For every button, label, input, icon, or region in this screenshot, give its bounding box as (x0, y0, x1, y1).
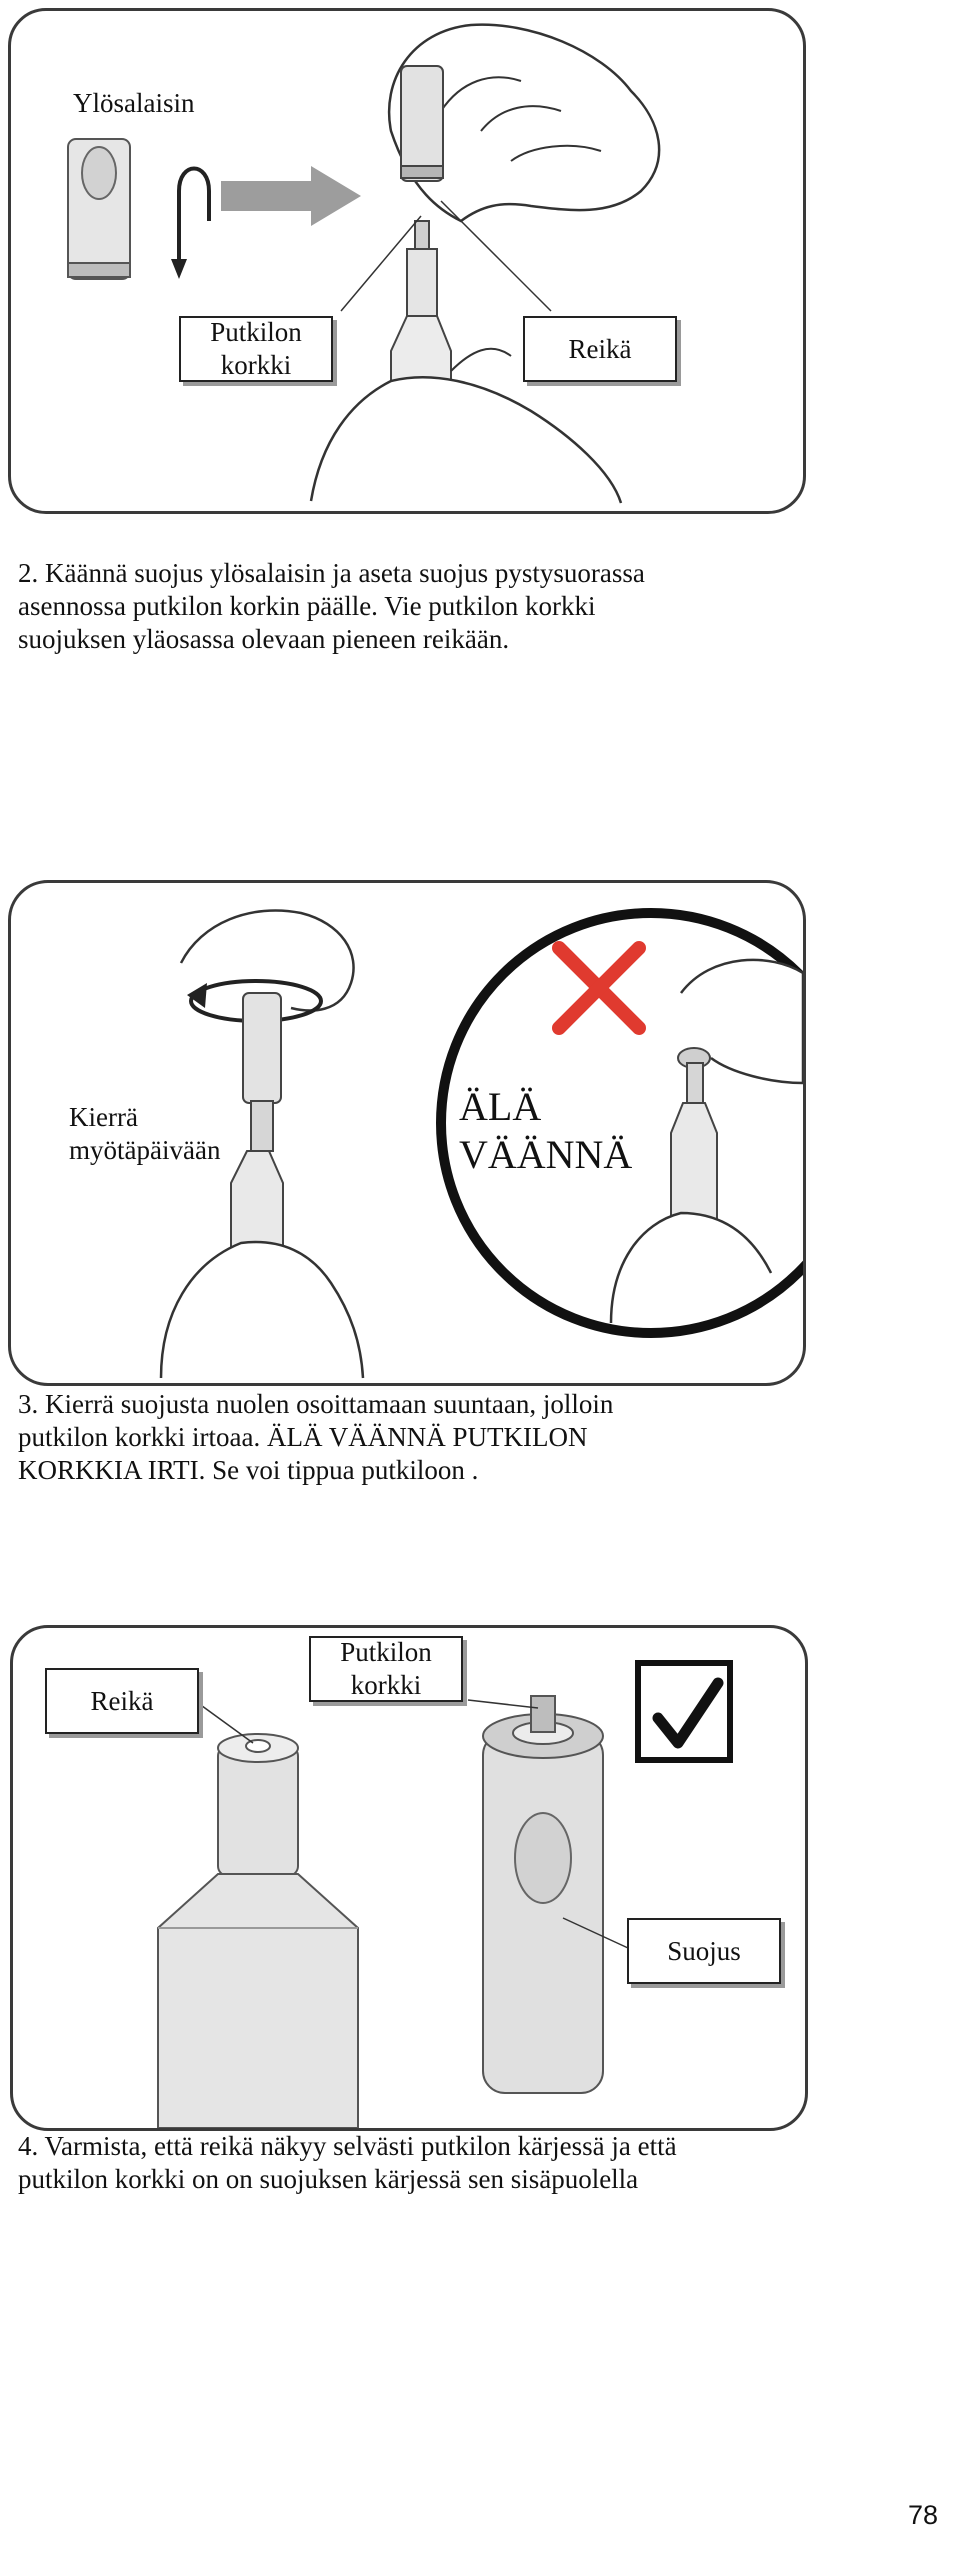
step-2-line-2: asennossa putkilon korkin päälle. Vie putkilon korkki (18, 591, 596, 621)
step-4-line-1: 4. Varmista, että reikä näkyy selvästi putkilon kärjessä ja että (18, 2131, 677, 2161)
label-box-tube-cap-line1: Putkilon (210, 317, 302, 347)
step-2-line-1: 2. Käännä suojus ylösalaisin ja aseta suojus pystysuorassa (18, 558, 645, 588)
label-box-cover: Suojus (627, 1918, 781, 1984)
label-box-tube-cap (179, 316, 333, 382)
label-upside-down: Ylösalaisin (73, 88, 195, 118)
page-number: 78 (907, 2500, 938, 2530)
label-rotate-line1: Kierrä (69, 1102, 138, 1132)
label-do-not-twist-line2: VÄÄNNÄ (459, 1132, 633, 1177)
step-2-text (18, 557, 918, 656)
label-rotate-line2: myötäpäivään (69, 1135, 221, 1165)
illustration-step2 (11, 11, 803, 511)
label-rotate-clockwise (69, 1101, 220, 1167)
label-do-not-twist-line1: ÄLÄ (459, 1084, 542, 1129)
label-box-tube-cap-line2: korkki (220, 350, 292, 380)
label-box-hole: Reikä (523, 316, 677, 382)
label-box-tube-cap-line1: Putkilon (340, 1637, 432, 1667)
step-3-line-1: 3. Kierrä suojusta nuolen osoittamaan suuntaan, jolloin (18, 1389, 614, 1419)
label-do-not-twist (459, 1083, 632, 1179)
step-3-text (18, 1388, 918, 1487)
step-2-line-3: suojuksen yläosassa olevaan pieneen reikään. (18, 624, 510, 654)
illustration-panel-1 (8, 8, 806, 514)
step-4-text (18, 2130, 918, 2196)
illustration-panel-2 (8, 880, 806, 1386)
step-3-line-3: KORKKIA IRTI. Se voi tippua putkiloon . (18, 1455, 479, 1485)
label-box-tube-cap (309, 1636, 463, 1702)
step-4-line-2: putkilon korkki on on suojuksen kärjessä sen sisäpuolella (18, 2164, 639, 2194)
label-box-tube-cap-line2: korkki (350, 1670, 422, 1700)
step-3-line-2: putkilon korkki irtoaa. ÄLÄ VÄÄNNÄ PUTKILON (18, 1422, 588, 1452)
illustration-panel-3 (10, 1625, 808, 2131)
label-box-hole: Reikä (45, 1668, 199, 1734)
